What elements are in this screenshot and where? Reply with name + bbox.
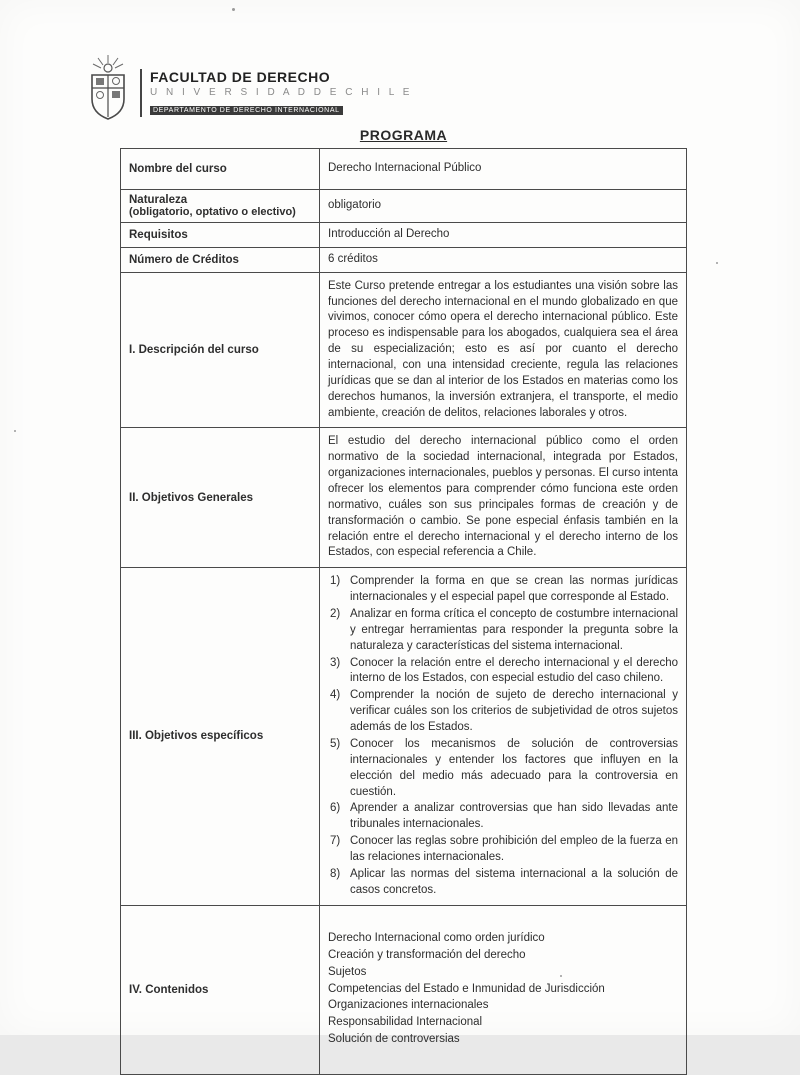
objetivos-generales-paragraph: El estudio del derecho internacional público como el orden normativo de la sociedad internacional, integrada por Estados, organizaciones internacionales, pueblos y personas. El curso intenta ofrecer los elementos para comprender cómo funciona este orden normativo, cuáles son sus principales formas de creación y de transformación o cambio. Se pone especial énfasis también en la relación entre el derecho internacional y el derecho interno de los Estados, con especial referencia a Chile. [328, 435, 678, 559]
descripcion-label: I. Descripción del curso [121, 272, 320, 428]
faculty-name: FACULTAD DE DERECHO [150, 69, 331, 85]
list-item: Derecho Internacional como orden jurídico [328, 932, 545, 944]
list-item: Competencias del Estado e Inmunidad de Jurisdicción [328, 982, 605, 995]
contenidos-list [328, 931, 678, 1048]
objetivos-especificos-list [328, 574, 678, 898]
requisitos-label: Requisitos [121, 223, 320, 248]
objetivos-generales-value [320, 428, 687, 568]
descripcion-paragraph: Este Curso pretende entregar a los estudiantes una visión sobre las funciones del derecho internacional en el mundo globalizado en que vivimos, conocer cómo opera el derecho internacional público. Este proceso es indispensable para los abogados, cualquiera sea el área de su especialización; esto es así por cuanto el derecho internacional, con una intensidad creciente, regula las relaciones jurídicas que se dan al interior de los Estados en materias como los derechos humanos, la inversión extranjera, el transporte, el medio ambiente, creación de delitos, relaciones laborales y otros. [328, 279, 678, 419]
scan-artifact [14, 430, 16, 432]
table-row-naturaleza [121, 190, 687, 223]
naturaleza-label [121, 190, 320, 223]
list-item: Organizaciones internacionales [328, 999, 489, 1012]
list-item: Aplicar las normas del sistema internacional a la solución de casos concretos. [350, 867, 678, 896]
list-item: Analizar en forma crítica el concepto de costumbre internacional y entregar herramientas para responder la pregunta sobre la naturaleza y características del sistema internacional. [350, 608, 678, 652]
list-item: Creación y transformación del derecho [328, 948, 526, 961]
naturaleza-label-sub: (obligatorio, optativo o electivo) [129, 206, 296, 218]
list-item: Conocer las reglas sobre prohibición del empleo de la fuerza en las relaciones internacionales. [350, 835, 678, 863]
university-name: U N I V E R S I D A D D E C H I L E [150, 87, 413, 99]
contenidos-value [320, 905, 687, 1074]
contenidos-label: IV. Contenidos [121, 905, 320, 1074]
table-row-requisitos [121, 223, 687, 248]
naturaleza-value: obligatorio [320, 190, 687, 223]
scan-artifact [232, 8, 235, 11]
table-row-contenidos [121, 905, 687, 1074]
requisitos-value: Introducción al Derecho [320, 223, 687, 248]
program-table [120, 148, 687, 1075]
list-item: Comprender la noción de sujeto de derecho internacional y verificar cuáles son los criterios de subjetividad de otros sujetos además de los Estados. [350, 689, 678, 734]
university-crest-logo [84, 55, 132, 121]
table-row-descripcion [121, 272, 687, 428]
naturaleza-label-main: Naturaleza [129, 194, 188, 206]
descripcion-value [320, 272, 687, 428]
list-item: Conocer los mecanismos de solución de controversias internacionales y entender los factores que influyen en la elección del medio más adecuado para la controversia en cuestión. [350, 737, 678, 798]
letterhead [84, 55, 412, 121]
nombre-value: Derecho Internacional Público [320, 149, 687, 190]
creditos-value: 6 créditos [320, 247, 687, 272]
scan-artifact [716, 262, 718, 264]
table-row-objetivos-especificos [121, 568, 687, 905]
list-item: Aprender a analizar controversias que han sido llevadas ante tribunales internacionales. [350, 802, 678, 831]
table-row-creditos [121, 247, 687, 272]
list-item: Solución de controversias [328, 1033, 460, 1046]
list-item: Sujetos [328, 965, 367, 978]
objetivos-especificos-value [320, 568, 687, 905]
nombre-label: Nombre del curso [121, 149, 320, 190]
creditos-label: Número de Créditos [121, 247, 320, 272]
objetivos-especificos-label: III. Objetivos específicos [121, 568, 320, 905]
list-item: Comprender la forma en que se crean las normas jurídicas internacionales y el especial papel que corresponde al Estado. [350, 575, 678, 604]
table-row-nombre [121, 149, 687, 190]
objetivos-generales-label: II. Objetivos Generales [121, 428, 320, 568]
list-item: Responsabilidad Internacional [328, 1016, 483, 1029]
scan-artifact [560, 975, 562, 977]
page-title: PROGRAMA [359, 127, 448, 143]
list-item: Conocer la relación entre el derecho internacional y el derecho interno de los Estados, con especial estudio del caso chileno. [350, 656, 678, 685]
letterhead-text [140, 69, 412, 117]
table-row-objetivos-generales [121, 428, 687, 568]
department-name: DEPARTAMENTO DE DERECHO INTERNACIONAL [150, 106, 343, 115]
